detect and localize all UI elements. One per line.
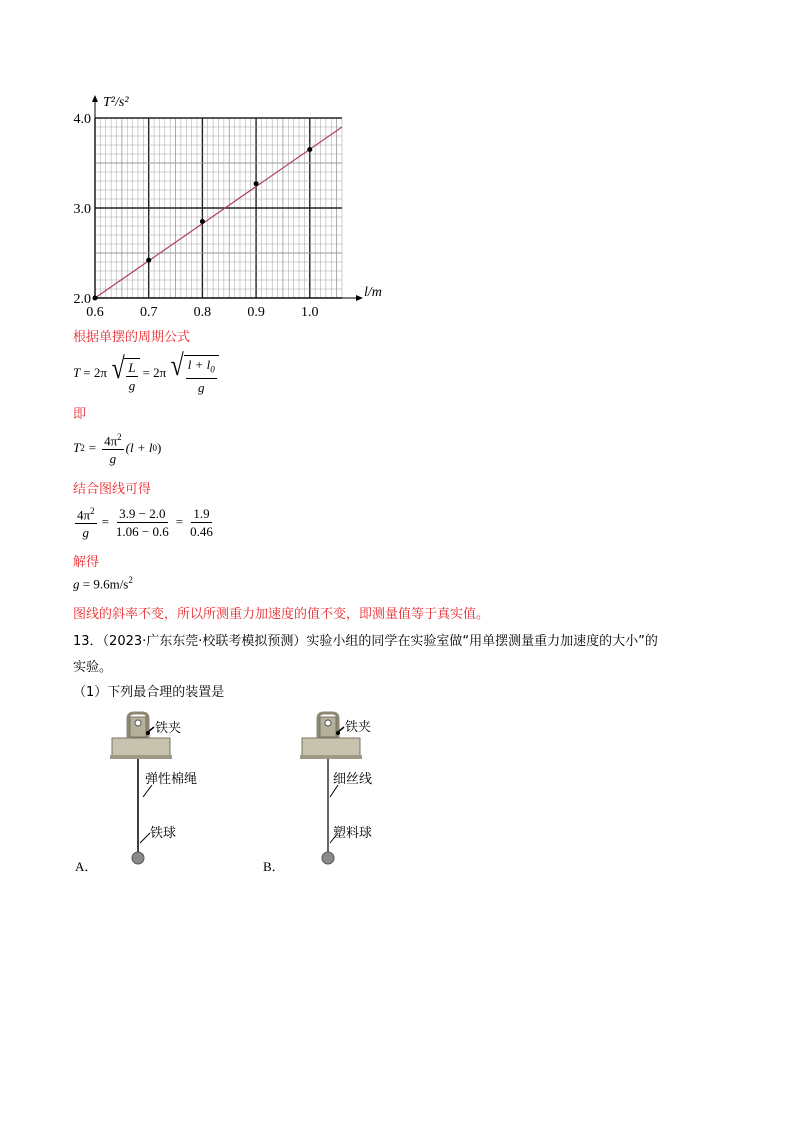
eq2-den: g <box>109 451 117 467</box>
eq2-tail: (l + l <box>125 440 153 455</box>
fig-a-string-label: 弹性棉绳 <box>145 772 198 787</box>
option-b-label[interactable]: B． <box>263 859 285 874</box>
eq1-eq: = 2π <box>83 365 107 380</box>
solve-text: 解得 <box>73 555 100 570</box>
x-tick-label: 0.8 <box>193 305 212 320</box>
chart-grid <box>95 118 342 298</box>
eq1-sqrt1: √ $\frac{L}{g}$ <box>110 354 140 393</box>
fig-b-ball-label: 塑料球 <box>333 826 373 841</box>
eq2-num-sup: 2 <box>117 431 122 442</box>
data-point <box>307 147 312 152</box>
binder-clip-icon <box>110 713 172 759</box>
eq4-rest: = 9.6m/s <box>79 576 129 592</box>
eq3-den3: 0.46 <box>190 523 213 539</box>
eq3-num2: 3.9 − 2.0 <box>119 505 166 521</box>
q13-line2: 实验。 <box>73 660 113 675</box>
eq2-eq: = <box>88 440 97 455</box>
data-point <box>200 219 205 224</box>
combine-text: 结合图线可得 <box>73 482 152 497</box>
eq3-num-sup: 2 <box>90 505 95 516</box>
formula-intro-text: 根据单摆的周期公式 <box>73 330 191 345</box>
x-tick-label: 1.0 <box>301 305 319 320</box>
data-point <box>146 258 151 263</box>
pendulum-ball <box>132 852 144 864</box>
eq1-num2: l + l <box>187 356 211 372</box>
eq2-sup: 2 <box>80 443 85 453</box>
x-tick-label: 0.9 <box>247 305 265 320</box>
eq3-den: g <box>82 525 90 541</box>
y-tick-label: 3.0 <box>73 202 91 217</box>
eq3-eq2: = <box>175 514 184 529</box>
option-a-label[interactable]: A． <box>75 859 98 874</box>
x-axis-arrow <box>356 295 363 301</box>
eq1-sqrt2: √ $\frac{l + l_0}{g}$ <box>169 351 218 396</box>
slope-formula <box>73 503 217 541</box>
x-tick-label: 0.7 <box>139 305 158 320</box>
pendulum-ball <box>322 852 334 864</box>
fig-a-ball-label: 铁球 <box>150 826 177 841</box>
y-axis-label: T²/s² <box>103 95 129 110</box>
g-result: $g = 9.6m/s^2$ <box>73 575 133 592</box>
eq2-T: T <box>73 440 81 455</box>
fig-b-string-label: 细丝线 <box>333 772 373 787</box>
period-formula <box>73 348 219 396</box>
eq1-eq2: = 2π <box>142 365 167 380</box>
fig-a-clip-label: 铁夹 <box>155 721 182 736</box>
data-point <box>254 181 259 186</box>
eq2-num: 4π <box>104 433 118 449</box>
eq4-sup: 2 <box>128 575 133 585</box>
eq1-sub0: 0 <box>210 364 215 375</box>
q13-line1: 13．（2023·广东东莞·校联考模拟预测）实验小组的同学在实验室做“用单摆测量重力加速度的大小”的 <box>73 634 658 649</box>
ji-text: 即 <box>73 407 87 422</box>
eq1-L: L <box>128 359 136 375</box>
eq3-den2: 1.06 − 0.6 <box>115 523 169 539</box>
eq2-tail-sub: 0 <box>152 443 157 453</box>
figure-option-a <box>100 705 240 875</box>
eq3-num3: 1.9 <box>193 505 210 521</box>
eq1-g2: g <box>197 380 205 396</box>
y-tick-label: 2.0 <box>73 292 91 307</box>
figure-option-b <box>290 705 430 875</box>
eq1-T: T <box>73 365 81 380</box>
eq3-eq: = <box>101 514 109 529</box>
t2-vs-l-chart <box>60 88 400 320</box>
eq3-num: 4π <box>77 507 91 523</box>
x-axis-label: l/m <box>364 285 382 300</box>
t-squared-formula <box>73 428 161 468</box>
data-point <box>93 296 98 301</box>
x-tick-label: 0.6 <box>86 305 104 320</box>
fig-b-clip-label: 铁夹 <box>345 720 372 735</box>
eq2-tail-end: ) <box>156 440 162 455</box>
eq1-g: g <box>128 377 136 393</box>
conclusion-text: 图线的斜率不变，所以所测重力加速度的值不变，即测量值等于真实值。 <box>73 607 490 622</box>
q13-part1: （1）下列最合理的装置是 <box>73 685 225 700</box>
y-tick-label: 4.0 <box>73 112 91 127</box>
y-axis-arrow <box>92 95 98 102</box>
